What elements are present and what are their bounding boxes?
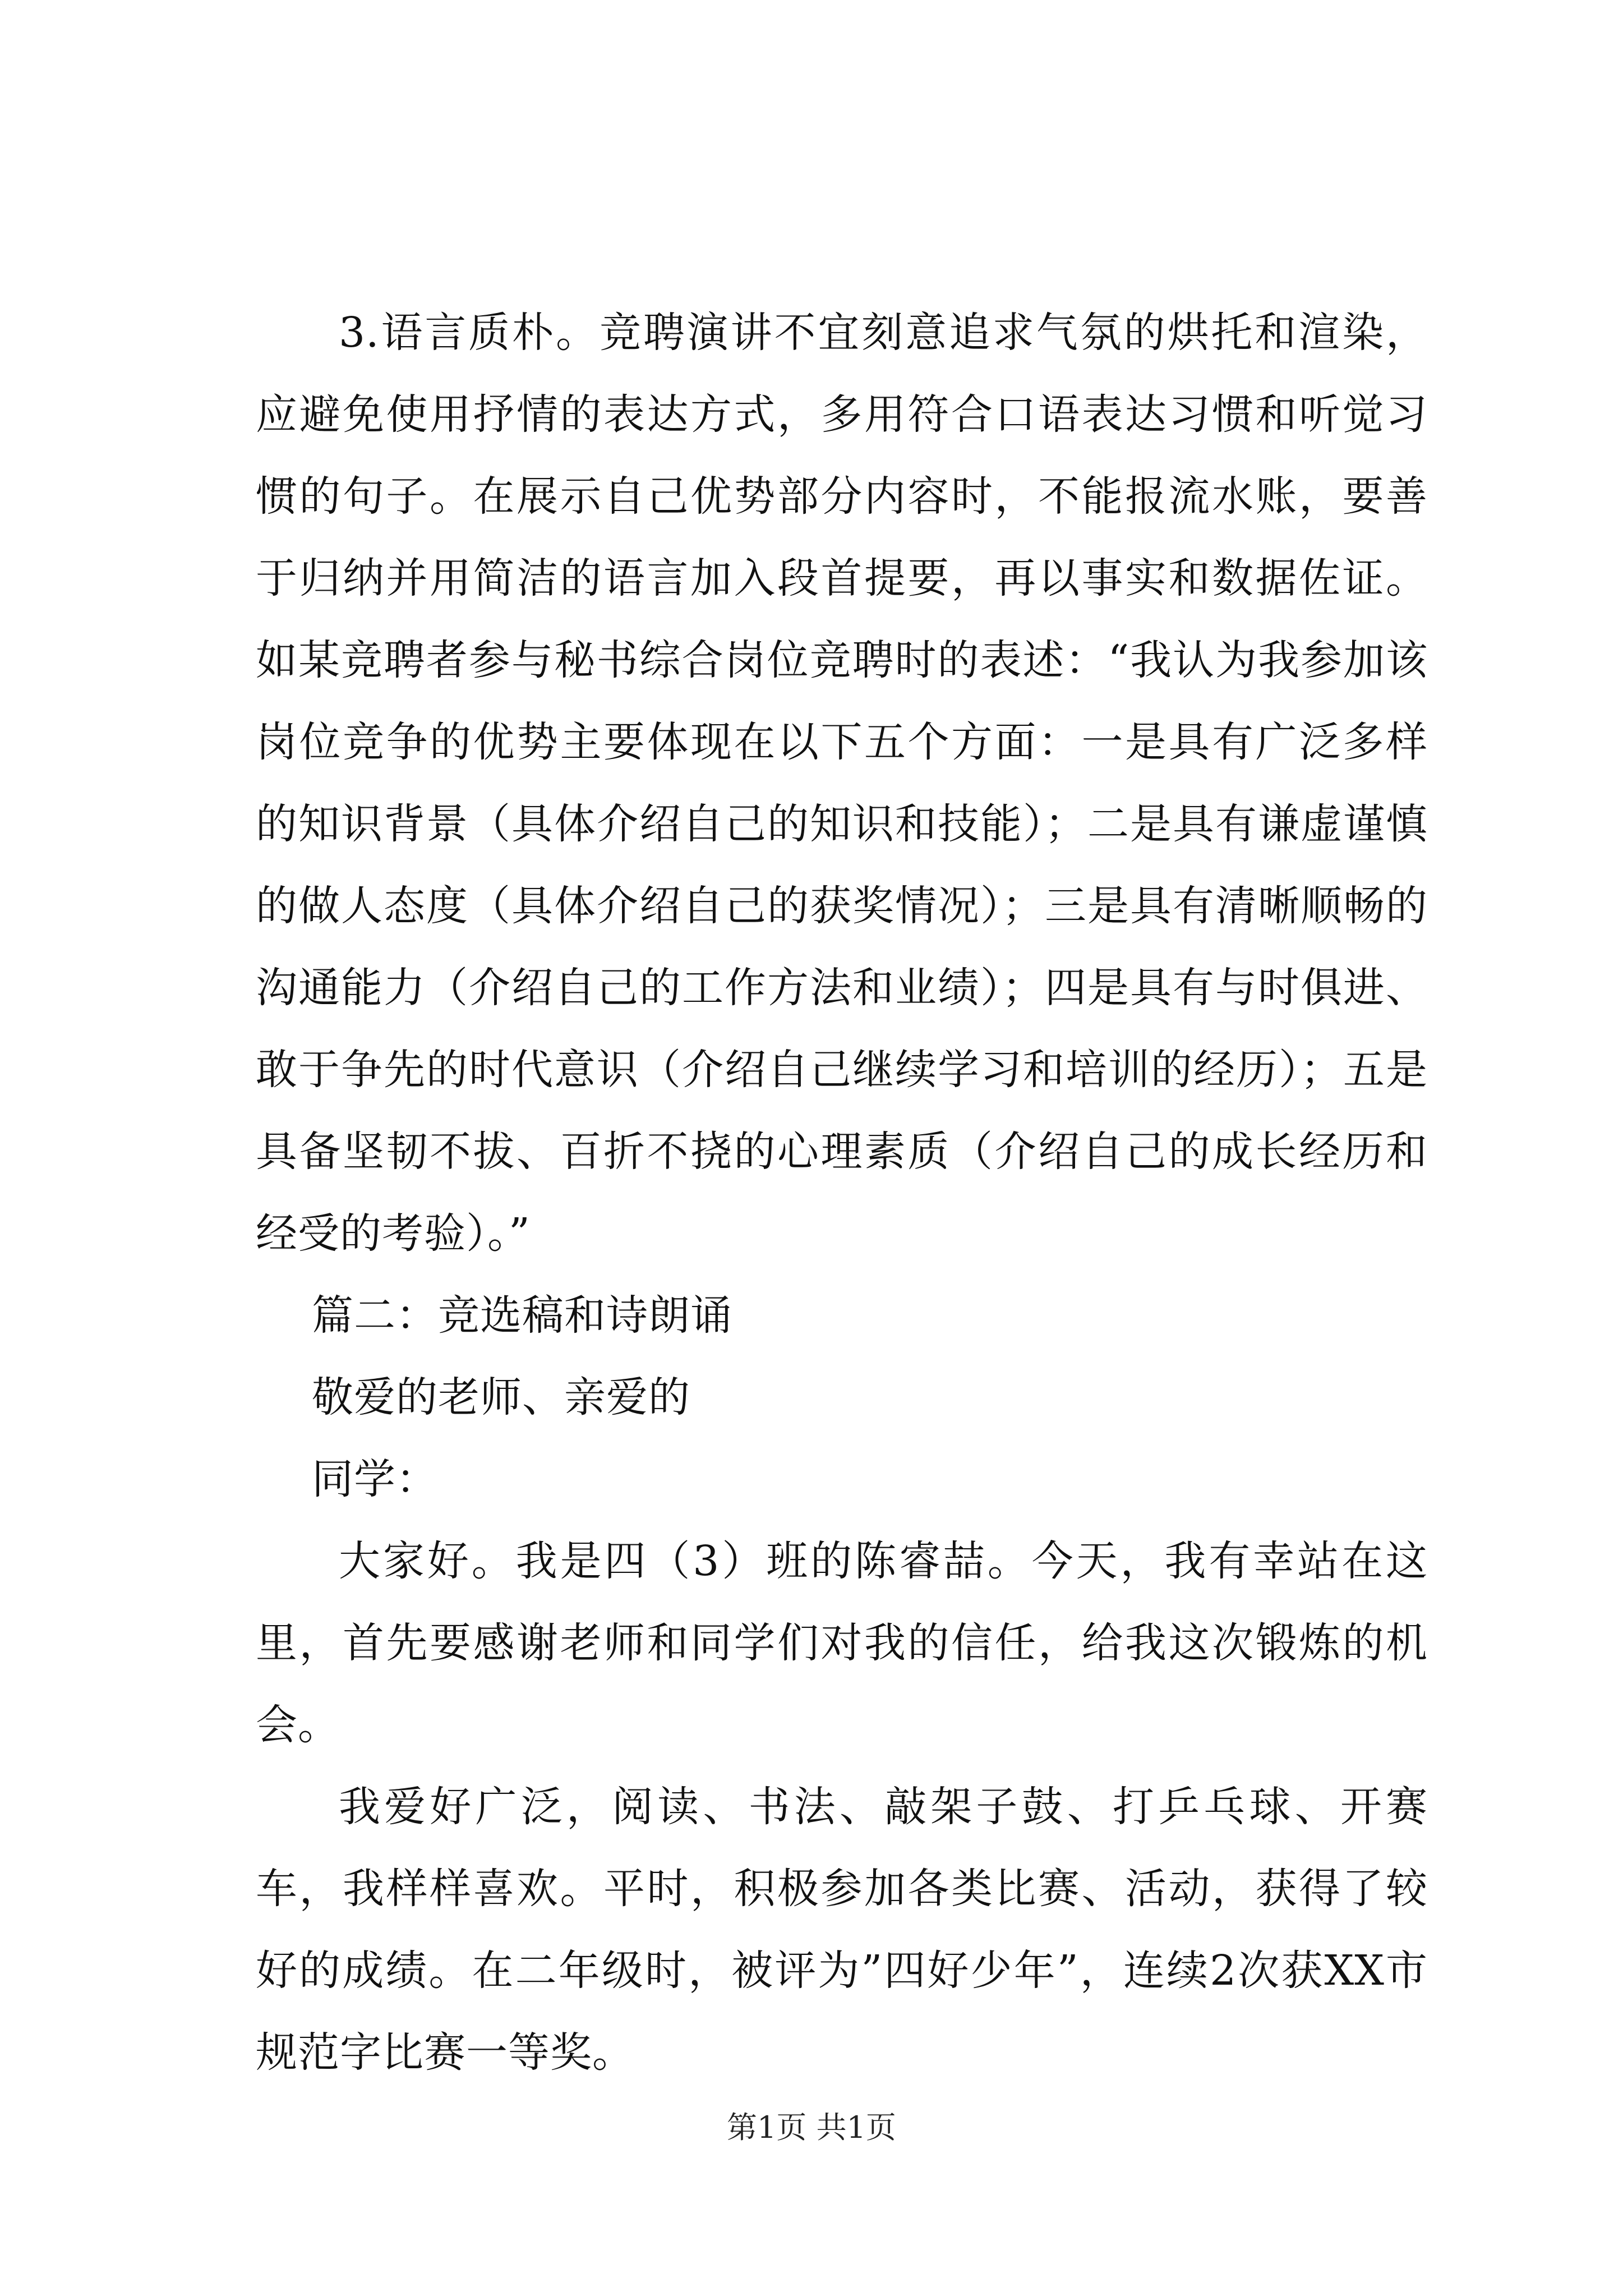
page-number-footer: 第1页 共1页 <box>727 2110 896 2145</box>
paragraph-hobbies: 我爱好广泛，阅读、书法、敲架子鼓、打乒乓球、开赛车，我样样喜欢。平时，积极参加各类比赛、活动，获得了较好的成绩。在二年级时，被评为”四好少年”，连续2次获XX市规范字比赛一等奖。 <box>256 1783 1428 2077</box>
salutation-line-1: 敬爱的老师、亲爱的 <box>312 1373 690 1421</box>
document-body <box>256 292 1428 2093</box>
paragraph-language-plain: 3.语言质朴。竞聘演讲不宜刻意追求气氛的烘托和渲染，应避免使用抒情的表达方式，多用符合口语表达习惯和听觉习惯的句子。在展示自己优势部分内容时，不能报流水账，要善于归纳并用简洁的语言加入段首提要，再以事实和数据佐证。如某竞聘者参与秘书综合岗位竞聘时的表述：“我认为我参加该岗位竞争的优势主要体现在以下五个方面：一是具有广泛多样的知识背景（具体介绍自己的知识和技能）；二是具有谦虚谨慎的做人态度（具体介绍自己的获奖情况）；三是具有清晰顺畅的沟通能力（介绍自己的工作方法和业绩）；四是具有与时俱进、敢于争先的时代意识（介绍自己继续学习和培训的经历）；五是具备坚韧不拔、百折不挠的心理素质（介绍自己的成长经历和经受的考验）。” <box>256 309 1428 1258</box>
paragraph-greeting: 大家好。我是四（3）班的陈睿喆。今天，我有幸站在这里，首先要感谢老师和同学们对我的信任，给我这次锻炼的机会。 <box>256 1537 1428 1749</box>
section-heading: 篇二：竞选稿和诗朗诵 <box>312 1291 732 1340</box>
salutation-line-2: 同学： <box>312 1455 438 1503</box>
